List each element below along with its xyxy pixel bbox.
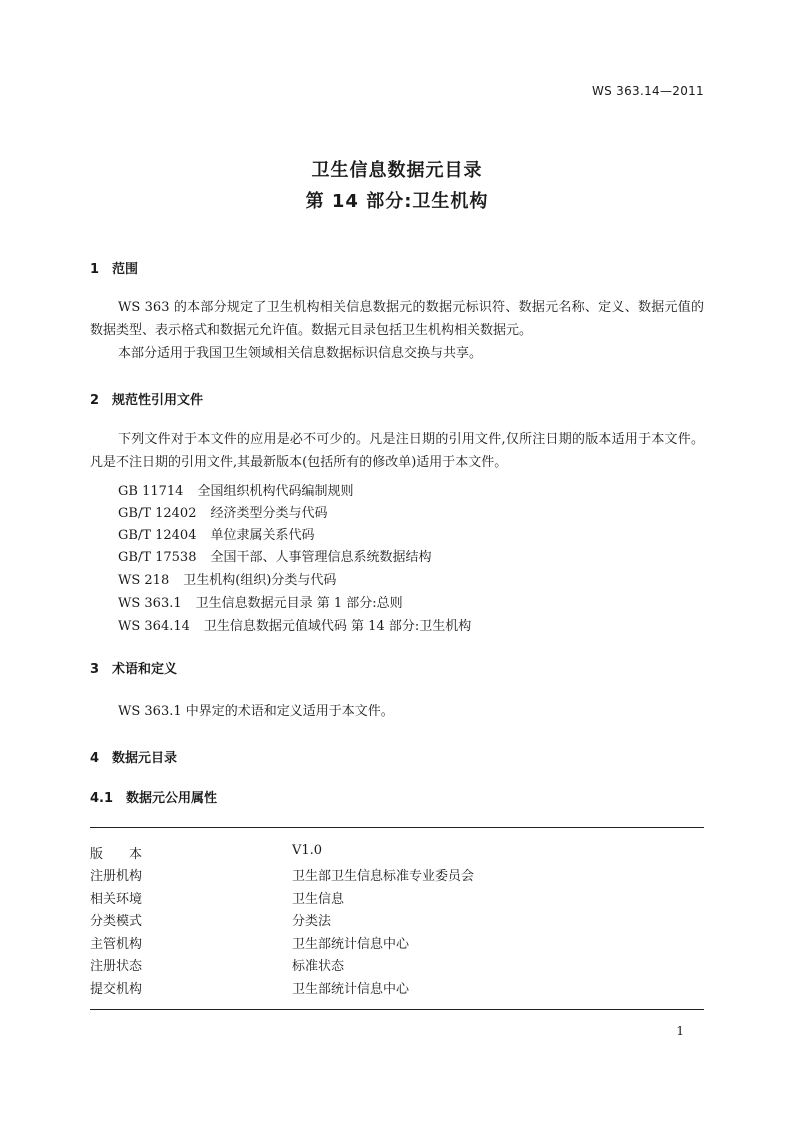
table-row <box>90 888 704 910</box>
reference-title: 经济类型分类与代码 <box>210 506 328 521</box>
reference-item <box>118 524 315 543</box>
reference-item <box>118 569 336 588</box>
reference-title: 全国干部、人事管理信息系统数据结构 <box>210 550 432 565</box>
attribute-value: 标准状态 <box>292 959 345 974</box>
section-number: 1 <box>90 262 100 277</box>
attribute-value: 卫生信息 <box>292 892 345 907</box>
table-row <box>90 843 704 865</box>
reference-code: WS 218 <box>118 573 170 588</box>
attribute-value: 卫生部卫生信息标准专业委员会 <box>292 869 475 884</box>
doc-title: 卫生信息数据元目录 <box>311 160 483 181</box>
section-2-heading <box>90 389 203 408</box>
reference-code: WS 363.1 <box>118 596 182 611</box>
reference-item <box>118 615 471 634</box>
reference-code: GB/T 17538 <box>118 550 197 565</box>
subsection-4-1-heading <box>90 787 217 806</box>
attribute-value: 卫生部统计信息中心 <box>292 982 410 997</box>
table-row <box>90 978 704 1000</box>
section-number: 3 <box>90 662 100 677</box>
attribute-name: 相关环境 <box>90 892 143 907</box>
attribute-name: 注册机构 <box>90 869 143 884</box>
table-row <box>90 933 704 955</box>
attribute-value: 分类法 <box>292 914 332 929</box>
reference-title: 单位隶属关系代码 <box>210 528 315 543</box>
paragraph: WS 363 的本部分规定了卫生机构相关信息数据元的数据元标识符、数据元名称、定义、数据元值的数据类型、表示格式和数据元允许值。数据元目录包括卫生机构相关数据元。 <box>90 300 704 338</box>
reference-item <box>118 502 328 521</box>
reference-code: GB/T 12404 <box>118 528 197 543</box>
section-title: 范围 <box>112 262 139 277</box>
reference-code: WS 364.14 <box>118 619 190 634</box>
section-3-body <box>90 700 704 723</box>
subsection-number: 4.1 <box>90 791 114 806</box>
subsection-title: 数据元公用属性 <box>126 791 218 806</box>
attribute-name: 提交机构 <box>90 982 143 997</box>
reference-title: 全国组织机构代码编制规则 <box>197 484 354 499</box>
section-3-heading <box>90 658 177 677</box>
standard-number: WS 363.14—2011 <box>591 84 704 98</box>
attribute-name: 主管机构 <box>90 937 143 952</box>
section-2-intro <box>90 428 704 474</box>
section-title: 术语和定义 <box>112 662 178 677</box>
section-1-heading <box>90 258 138 277</box>
section-4-heading <box>90 747 177 766</box>
paragraph: 本部分适用于我国卫生领域相关信息数据标识信息交换与共享。 <box>118 346 483 361</box>
table-row <box>90 955 704 977</box>
attribute-name: 注册状态 <box>90 959 143 974</box>
attribute-name: 版 本 <box>90 847 143 862</box>
table-row <box>90 865 704 887</box>
reference-item <box>118 546 432 565</box>
reference-title: 卫生信息数据元目录 第 1 部分:总则 <box>195 596 403 611</box>
reference-code: GB/T 12402 <box>118 506 197 521</box>
reference-code: GB 11714 <box>118 484 184 499</box>
table-top-rule <box>90 827 704 828</box>
section-title: 规范性引用文件 <box>112 393 204 408</box>
section-1-body <box>90 296 704 365</box>
reference-title: 卫生信息数据元值域代码 第 14 部分:卫生机构 <box>203 619 472 634</box>
section-title: 数据元目录 <box>112 751 178 766</box>
reference-item <box>118 480 353 499</box>
attribute-name: 分类模式 <box>90 914 143 929</box>
reference-item <box>118 592 403 611</box>
doc-subtitle: 第 14 部分:卫生机构 <box>305 191 489 212</box>
table-bottom-rule <box>90 1009 704 1010</box>
attribute-value: V1.0 <box>292 843 323 858</box>
reference-title: 卫生机构(组织)分类与代码 <box>183 573 337 588</box>
page-number: 1 <box>676 1024 684 1038</box>
attribute-value: 卫生部统计信息中心 <box>292 937 410 952</box>
paragraph: 下列文件对于本文件的应用是必不可少的。凡是注日期的引用文件,仅所注日期的版本适用于本文件。凡是不注日期的引用文件,其最新版本(包括所有的修改单)适用于本文件。 <box>90 432 704 470</box>
section-number: 4 <box>90 751 100 766</box>
table-row <box>90 910 704 932</box>
section-number: 2 <box>90 393 100 408</box>
paragraph: WS 363.1 中界定的术语和定义适用于本文件。 <box>118 704 394 719</box>
